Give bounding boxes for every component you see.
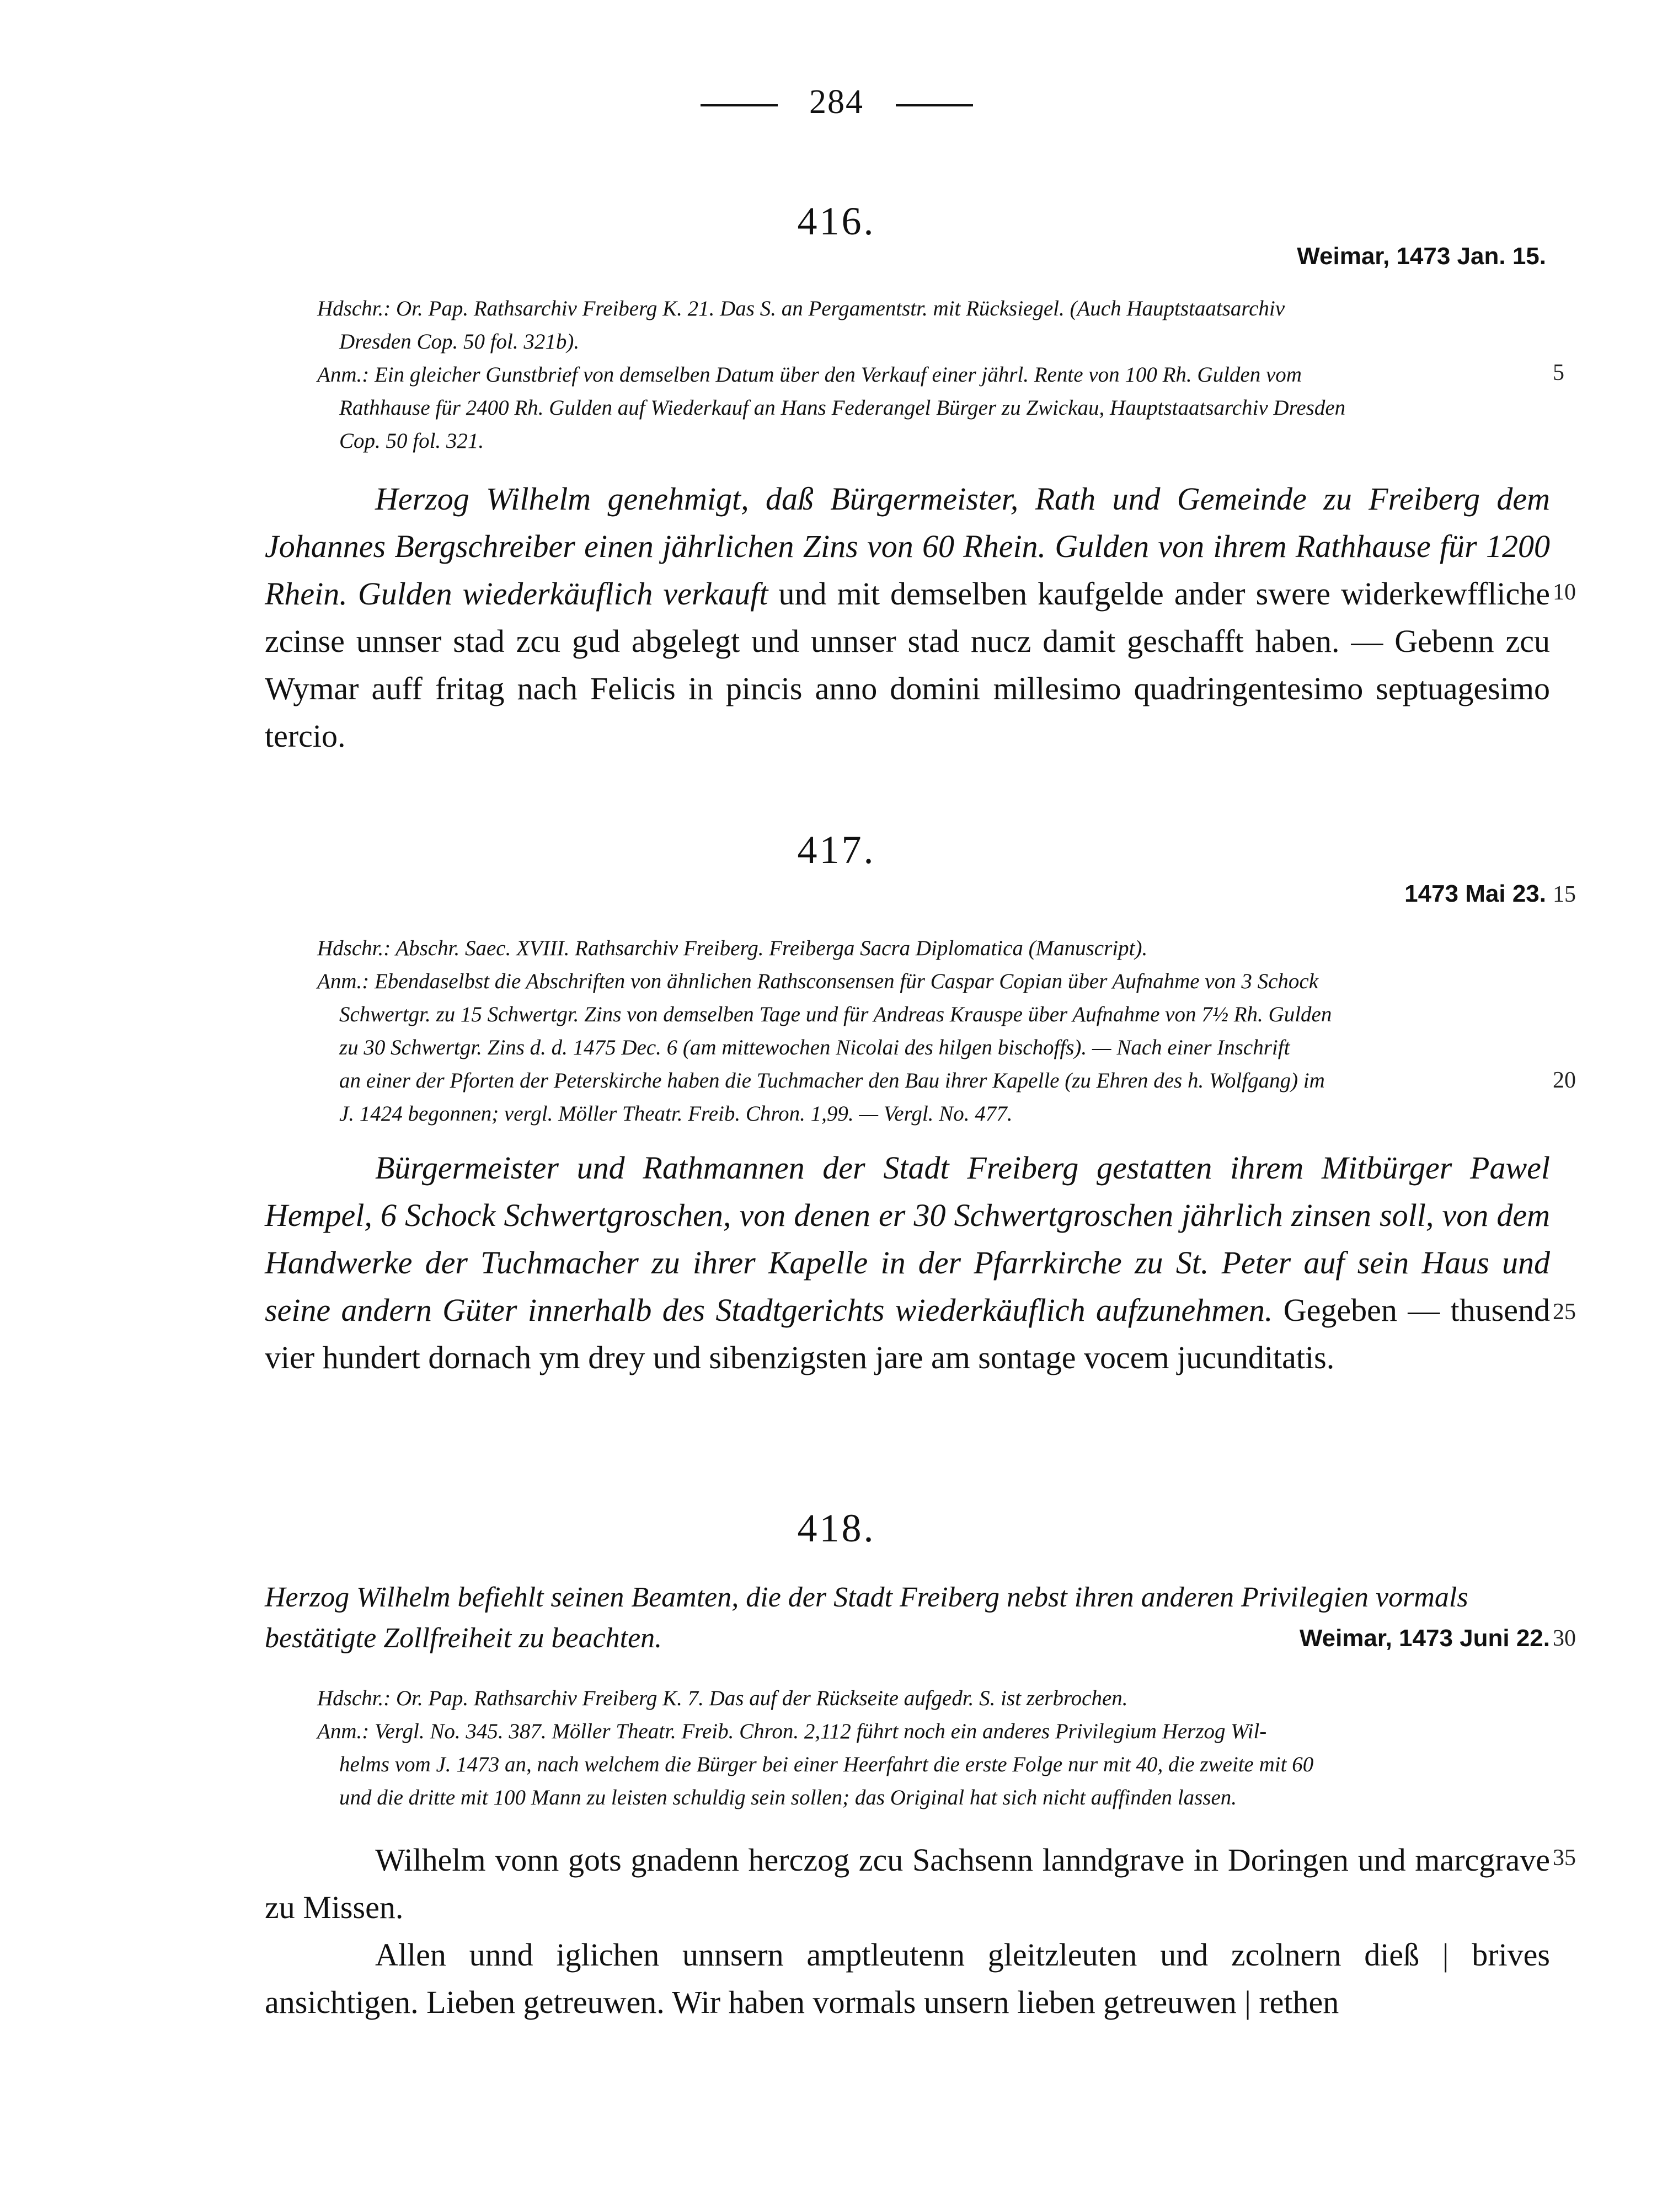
body-italic: Bürgermeister und Rathmannen der Stadt Freiberg gestatten ihrem Mitbürger Pawel Hempel, 6 Schock Schwertgroschen, von denen er 30 Schwertgroschen jährlich zinsen soll, von dem Handwerke der Tuchmacher zu ihrer Kapelle in der Pfarrkirche zu St. Peter auf sein Haus und seine andern Güter innerhalb des Stadtgerichts wiederkäuflich aufzunehmen.: [265, 1150, 1550, 1328]
note-line: Rathhause für 2400 Rh. Gulden auf Wiederkauf an Hans Federangel Bürger zu Zwickau, Hauptstaatsarchiv Dresden: [339, 396, 1346, 420]
entry-number: 417.: [797, 828, 876, 872]
line-number: 20: [1553, 1068, 1576, 1093]
entry-notes: [317, 292, 1564, 458]
page-number: 284: [809, 83, 864, 121]
header-rule-left: [701, 104, 778, 106]
body-paragraph: [265, 1144, 1550, 1381]
note-line: Anm.: Vergl. No. 345. 387. Möller Theatr. Freib. Chron. 2,112 führt noch ein anderes Privilegium Herzog Wil-: [317, 1720, 1267, 1743]
note-line: Hdschr.: Or. Pap. Rathsarchiv Freiberg K. 21. Das S. an Pergamentstr. mit Rücksiegel. (Auch Hauptstaatsarchiv: [317, 297, 1285, 320]
note-line: Hdschr.: Abschr. Saec. XVIII. Rathsarchiv Freiberg. Freiberga Sacra Diplomatica (Manuscript).: [317, 936, 1148, 960]
note-line: Schwertgr. zu 15 Schwertgr. Zins von demselben Tage und für Andreas Krauspe über Aufnahme von 7½ Rh. Gulden: [339, 1003, 1332, 1026]
body-roman: und mit demselben kaufgelde ander swere widerkewffliche zcinse unnser stad zcu gud abgelegt und unnser stad nucz damit geschafft haben. — Gebenn zcu Wymar auff fritag nach Felicis in pincis anno domini millesimo quadringentesimo septuagesimo tercio.: [265, 576, 1550, 754]
entry-date: 1473 Mai 23.: [1404, 880, 1546, 907]
note-line: helms vom J. 1473 an, nach welchem die Bürger bei einer Heerfahrt die erste Folge nur mit 40, die zweite mit 60: [339, 1753, 1314, 1776]
line-number: 25: [1553, 1299, 1576, 1325]
note-line: J. 1424 begonnen; vergl. Möller Theatr. Freib. Chron. 1,99. — Vergl. No. 477.: [339, 1102, 1013, 1126]
note-line: Hdschr.: Or. Pap. Rathsarchiv Freiberg K. 7. Das auf der Rückseite aufgedr. S. ist zerbrochen.: [317, 1686, 1128, 1710]
body-paragraph: Wilhelm vonn gots gnadenn herczog zcu Sachsenn lanndgrave in Doringen und marcgrave zu Missen.: [265, 1842, 1550, 1925]
body-paragraph: [265, 475, 1550, 760]
summary-text: Herzog Wilhelm befiehlt seinen Beamten, die der Stadt Freiberg nebst ihren anderen Privilegien vormals bestätigte Zollfreiheit zu beachten.: [265, 1582, 1468, 1654]
line-number: 10: [1553, 580, 1576, 605]
entry-body: [265, 475, 1550, 760]
body-paragraph: Allen unnd iglichen unnsern amptleutenn gleitzleuten und zcolnern dieß | brives ansichtigen. Lieben getreuwen. Wir haben vormals unsern lieben getreuwen | rethen: [265, 1937, 1550, 2020]
entry-date: Weimar, 1473 Juni 22.: [1299, 1625, 1550, 1652]
entry-summary: [265, 1577, 1550, 1659]
note-line: Cop. 50 fol. 321.: [339, 429, 484, 453]
line-number: 15: [1553, 882, 1576, 907]
note-line: zu 30 Schwertgr. Zins d. d. 1475 Dec. 6 (am mittewochen Nicolai des hilgen bischoffs). — Nach einer Inschrift: [339, 1036, 1290, 1059]
entry-number: 418.: [797, 1506, 876, 1550]
entry-body: [265, 1144, 1550, 1381]
page-header: [0, 83, 1673, 122]
body-roman: Gegeben — thusend vier hundert dornach ym drey und sibenzigsten jare am sontage vocem jucunditatis.: [265, 1292, 1550, 1375]
note-line: Anm.: Ein gleicher Gunstbrief von demselben Datum über den Verkauf einer jährl. Rente von 100 Rh. Gulden vom: [317, 363, 1302, 387]
note-line: und die dritte mit 100 Mann zu leisten schuldig sein sollen; das Original hat sich nicht auffinden lassen.: [339, 1786, 1237, 1809]
note-line: Dresden Cop. 50 fol. 321b).: [339, 330, 580, 354]
line-number: 35: [1553, 1845, 1576, 1871]
line-number: 5: [1553, 360, 1564, 385]
entry-notes: [317, 1682, 1564, 1814]
body-italic: Herzog Wilhelm genehmigt, daß Bürgermeister, Rath und Gemeinde zu Freiberg dem Johannes Bergschreiber einen jährlichen Zins von 60 Rhein. Gulden von ihrem Rathhause für 1200 Rhein. Gulden wiederkäuflich verkauft: [265, 481, 1550, 612]
entry-date: Weimar, 1473 Jan. 15.: [1297, 243, 1546, 270]
entry-notes: [317, 932, 1564, 1131]
note-line: an einer der Pforten der Peterskirche haben die Tuchmacher den Bau ihrer Kapelle (zu Ehren des h. Wolfgang) im: [339, 1069, 1325, 1092]
header-rule-right: [896, 104, 973, 106]
note-line: Anm.: Ebendaselbst die Abschriften von ähnlichen Rathsconsensen für Caspar Copian über Aufnahme von 3 Schock: [317, 970, 1319, 993]
line-number: 30: [1553, 1626, 1576, 1651]
entry-body: [265, 1836, 1550, 2026]
entry-number: 416.: [797, 199, 876, 243]
